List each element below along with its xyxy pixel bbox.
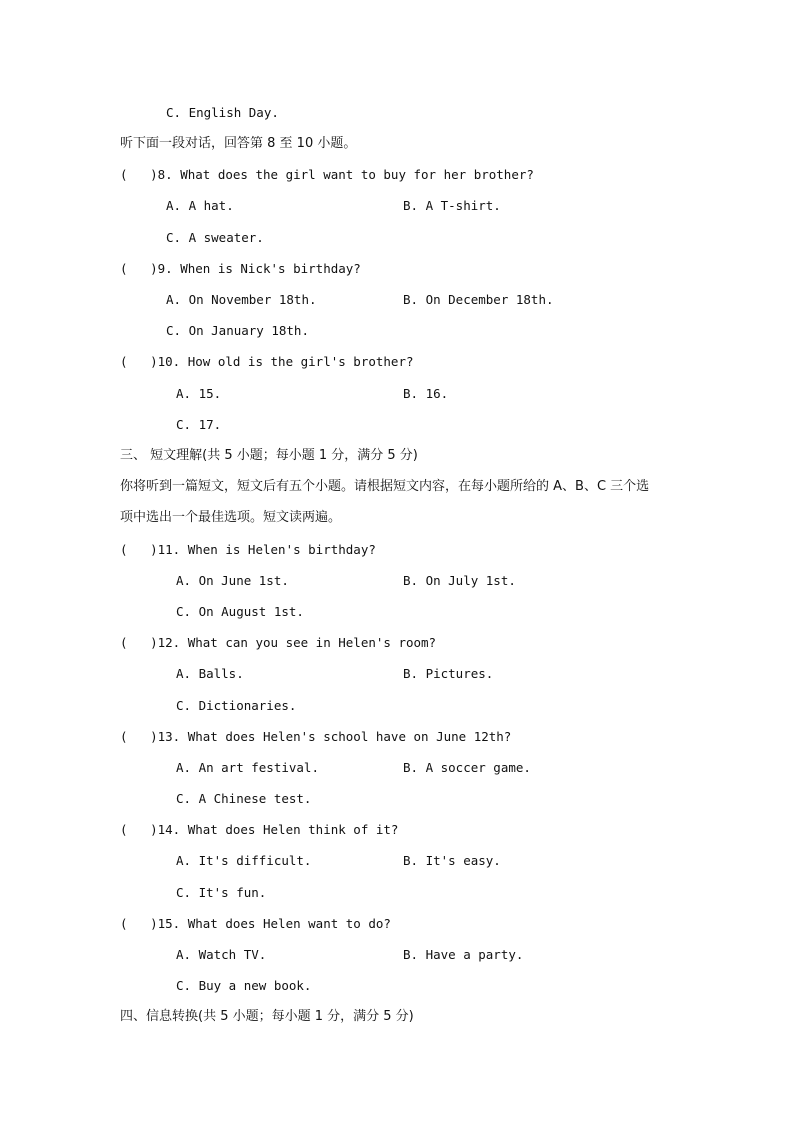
question-12-option-b: B. Pictures. [403,666,494,681]
instruction-q8-10: 听下面一段对话，回答第 8 至 10 小题。 [120,136,357,151]
question-8-option-a: A. A hat. [166,198,234,213]
question-9-option-c: C. On January 18th. [166,323,309,338]
question-8-option-b: B. A T-shirt. [403,198,501,213]
question-9-option-a: A. On November 18th. [166,292,317,307]
question-10-option-b: B. 16. [403,386,449,401]
question-14-stem: ( )14. What does Helen think of it? [120,822,399,837]
question-9-option-b: B. On December 18th. [403,292,554,307]
question-11-stem: ( )11. When is Helen's birthday? [120,542,376,557]
question-14-option-b: B. It's easy. [403,853,501,868]
question-13-stem: ( )13. What does Helen's school have on June 12th? [120,729,512,744]
question-12-stem: ( )12. What can you see in Helen's room? [120,635,437,650]
section-3-instruction-line-1: 你将听到一篇短文，短文后有五个小题。请根据短文内容，在每小题所给的 A、B、C 三个选 [120,479,650,494]
question-11-option-c: C. On August 1st. [176,604,304,619]
question-13-option-c: C. A Chinese test. [176,791,312,806]
section-3-heading: 三、 短文理解(共 5 小题；每小题 1 分，满分 5 分) [120,448,418,463]
question-13-option-a: A. An art festival. [176,760,319,775]
question-15-option-a: A. Watch TV. [176,947,267,962]
question-13-option-b: B. A soccer game. [403,760,531,775]
question-15-option-c: C. Buy a new book. [176,978,312,993]
question-10-option-c: C. 17. [176,417,222,432]
q7-option-c: C. English Day. [166,105,279,120]
question-15-option-b: B. Have a party. [403,947,524,962]
question-12-option-c: C. Dictionaries. [176,698,297,713]
question-12-option-a: A. Balls. [176,666,244,681]
question-11-option-a: A. On June 1st. [176,573,289,588]
question-9-stem: ( )9. When is Nick's birthday? [120,261,361,276]
question-10-option-a: A. 15. [176,386,222,401]
question-8-stem: ( )8. What does the girl want to buy for her brother? [120,167,534,182]
question-8-option-c: C. A sweater. [166,230,264,245]
question-10-stem: ( )10. How old is the girl's brother? [120,354,414,369]
question-14-option-a: A. It's difficult. [176,853,312,868]
question-14-option-c: C. It's fun. [176,885,267,900]
question-11-option-b: B. On July 1st. [403,573,516,588]
section-4-heading: 四、信息转换(共 5 小题；每小题 1 分，满分 5 分) [120,1009,414,1024]
section-3-instruction-line-2: 项中选出一个最佳选项。短文读两遍。 [120,510,342,525]
question-15-stem: ( )15. What does Helen want to do? [120,916,391,931]
